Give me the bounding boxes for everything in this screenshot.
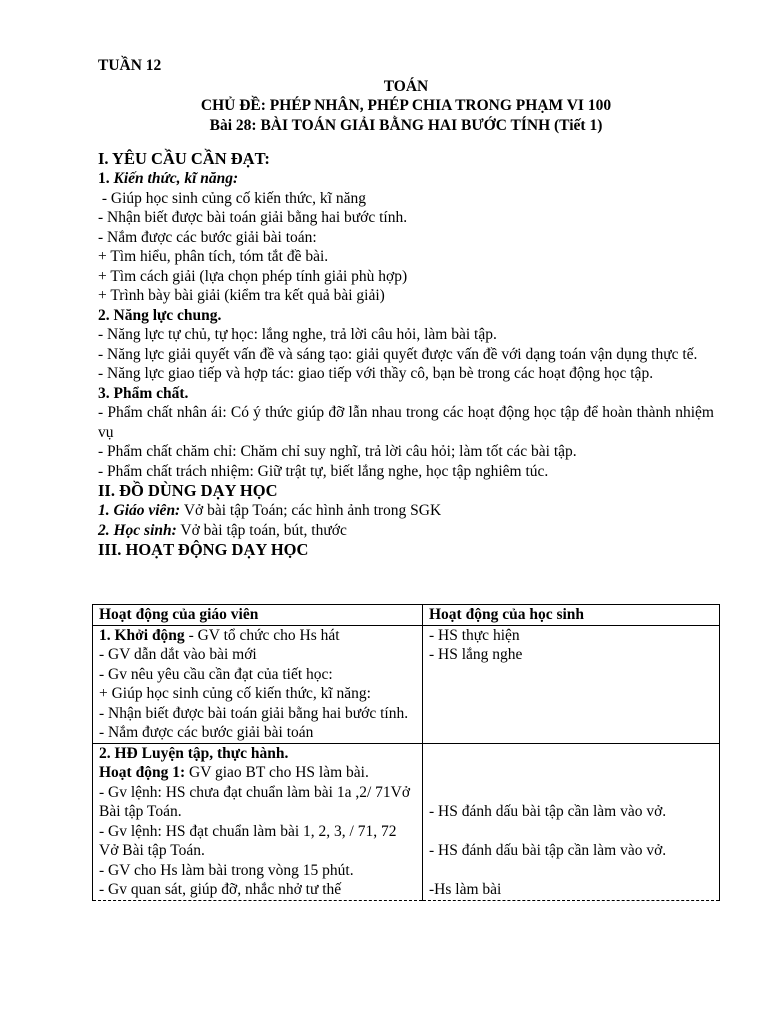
lesson-title: Bài 28: BÀI TOÁN GIẢI BẰNG HAI BƯỚC TÍNH (Tiết 1) (209, 116, 603, 134)
cell-line: - Gv lệnh: HS chưa đạt chuẩn làm bài 1a ,2/ 71Vở Bài tập Toán. (99, 783, 411, 820)
table-row (93, 743, 720, 900)
teacher-materials-text: Vở bài tập Toán; các hình ảnh trong SGK (180, 502, 442, 519)
cell-line: - Nhận biết được bài toán giải bằng hai bước tính. (99, 704, 409, 722)
quality-list (98, 403, 714, 481)
competency-list (98, 325, 714, 384)
warmup-title: 1. Khởi động (99, 626, 185, 644)
practice-title: 2. HĐ Luyện tập, thực hành. (99, 744, 289, 762)
student-activity-cell (423, 743, 720, 900)
list-item: - Nhận biết được bài toán giải bằng hai bước tính. (98, 209, 408, 226)
activity-1-text: GV giao BT cho HS làm bài. (185, 764, 369, 781)
student-materials-text: Vở bài tập toán, bút, thước (176, 521, 347, 539)
knowledge-list (98, 189, 714, 306)
cell-line: - Gv quan sát, giúp đỡ, nhắc nhở tư thế (99, 881, 342, 898)
cell-line: - Gv nêu yêu cầu cần đạt của tiết học: (99, 665, 333, 683)
cell-line: - Nắm được các bước giải bài toán (99, 724, 314, 741)
cell-line: - HS lắng nghe (429, 646, 523, 663)
student-label: 2. Học sinh: (98, 521, 177, 539)
table-row (93, 625, 720, 743)
table-header-row (93, 605, 720, 626)
cell-line: - GV cho Hs làm bài trong vòng 15 phút. (99, 861, 354, 879)
subsection-1-number: 1. (98, 170, 110, 187)
subsection-2-heading: 2. Năng lực chung. (98, 306, 222, 324)
student-column-header: Hoạt động của học sinh (423, 605, 720, 626)
cell-line: -Hs làm bài (429, 881, 502, 898)
subsection-1-heading (98, 169, 714, 189)
list-item: - Giúp học sinh củng cố kiến thức, kĩ năng (98, 189, 366, 207)
section-1-heading: I. YÊU CẦU CẦN ĐẠT: (98, 149, 270, 168)
student-activity-cell (423, 625, 720, 743)
teacher-activity-cell (93, 625, 423, 743)
cell-line: - Gv lệnh: HS đạt chuẩn làm bài 1, 2, 3, / 71, 72 Vở Bài tập Toán. (99, 822, 397, 859)
week-label: TUẦN 12 (98, 57, 162, 74)
list-item: - Năng lực giải quyết vấn đề và sáng tạo: giải quyết được vấn đề với dạng toán vận dụng thực tế. (98, 345, 698, 363)
teacher-activity-cell (93, 743, 423, 900)
cell-line: + Giúp học sinh củng cố kiến thức, kĩ năng: (99, 685, 371, 702)
subsection-3-heading: 3. Phẩm chất. (98, 384, 189, 402)
student-materials (98, 521, 714, 541)
list-item: - Năng lực giao tiếp và hợp tác: giao tiếp với thầy cô, bạn bè trong các hoạt động học tập. (98, 365, 654, 382)
list-item: - Phẩm chất trách nhiệm: Giữ trật tự, biết lắng nghe, học tập nghiêm túc. (98, 462, 549, 480)
section-2-heading: II. ĐỒ DÙNG DẠY HỌC (98, 481, 278, 500)
list-item: - Phẩm chất chăm chỉ: Chăm chỉ suy nghĩ, trả lời câu hỏi; làm tốt các bài tập. (98, 443, 577, 460)
section-3-heading: III. HOẠT ĐỘNG DẠY HỌC (98, 540, 309, 559)
cell-line: - HS đánh dấu bài tập cần làm vào vở. (429, 803, 667, 820)
cell-line: - GV dẫn dắt vào bài mới (99, 646, 257, 663)
list-item: + Tìm cách giải (lựa chọn phép tính giải phù hợp) (98, 267, 408, 285)
teacher-materials (98, 501, 714, 521)
topic-title: CHỦ ĐỀ: PHÉP NHÂN, PHÉP CHIA TRONG PHẠM VI 100 (200, 97, 612, 114)
activities-table (92, 604, 720, 901)
list-item: - Phẩm chất nhân ái: Có ý thức giúp đỡ lẫn nhau trong các hoạt động học tập để hoàn thành nhiệm vụ (98, 404, 714, 441)
list-item: - Năng lực tự chủ, tự học: lắng nghe, trả lời câu hỏi, làm bài tập. (98, 326, 497, 343)
teacher-label: 1. Giáo viên: (98, 502, 181, 519)
subject-title: TOÁN (383, 77, 429, 95)
cell-line: - HS thực hiện (429, 626, 520, 644)
teacher-column-header: Hoạt động của giáo viên (93, 605, 423, 626)
document-body (98, 56, 714, 560)
list-item: + Trình bày bài giải (kiểm tra kết quả bài giải) (98, 287, 385, 304)
list-item: - Nắm được các bước giải bài toán: (98, 228, 317, 246)
cell-line: - HS đánh dấu bài tập cần làm vào vở. (429, 842, 667, 859)
activity-1-label: Hoạt động 1: (99, 764, 186, 781)
warmup-text: - GV tổ chức cho Hs hát (184, 626, 340, 644)
subsection-1-title: Kiến thức, kĩ năng: (113, 170, 239, 187)
list-item: + Tìm hiểu, phân tích, tóm tắt đề bài. (98, 248, 329, 265)
